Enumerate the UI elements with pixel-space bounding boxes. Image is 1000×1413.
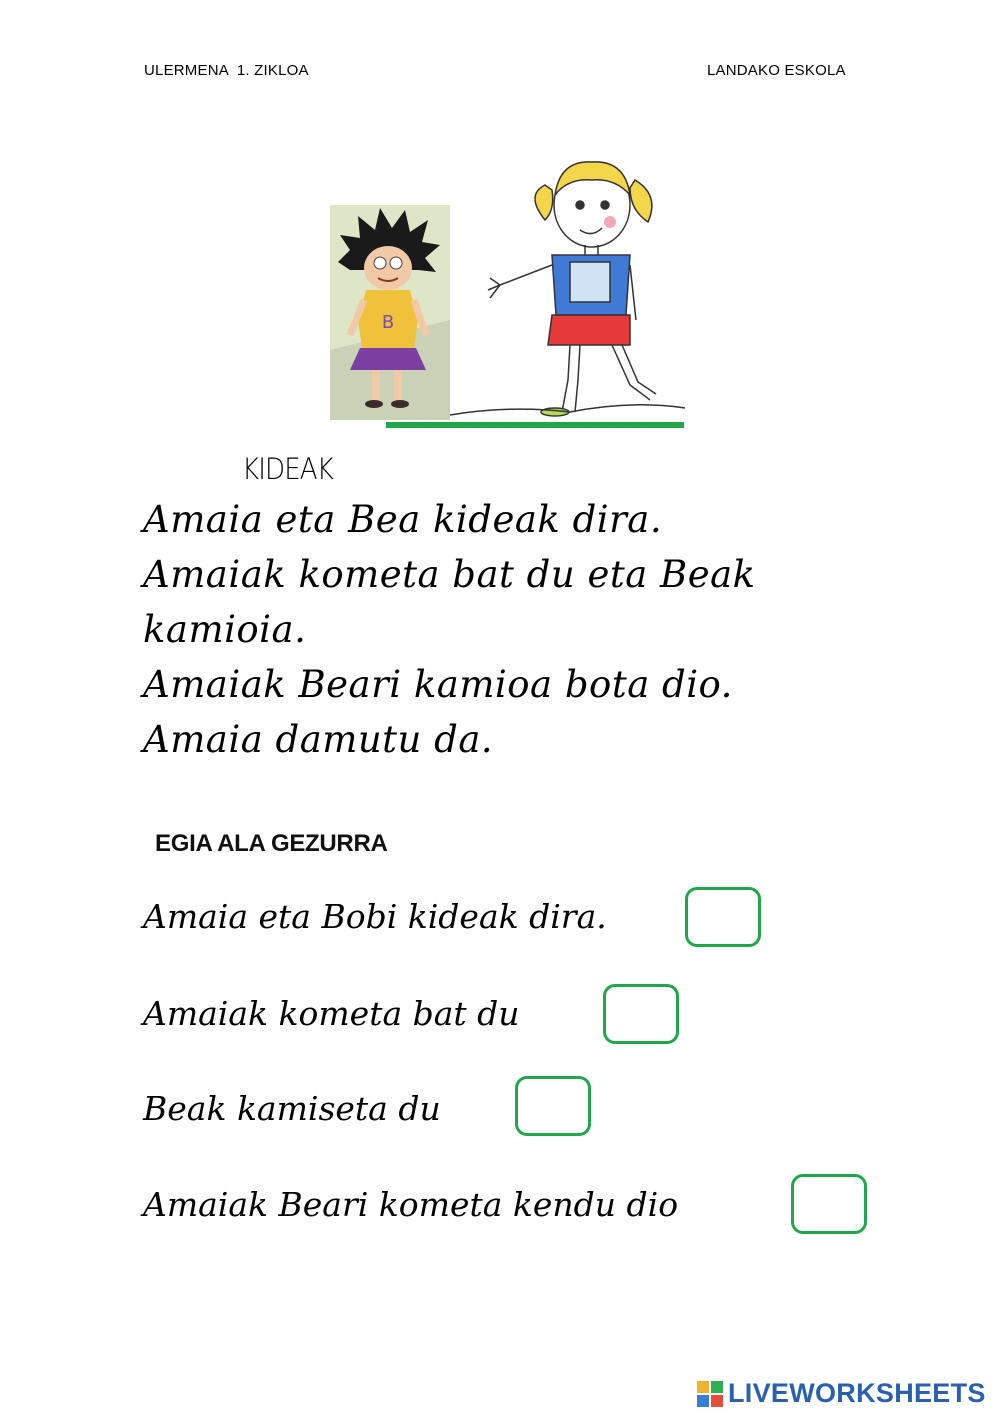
- header-right-text: LANDAKO ESKOLA: [707, 62, 846, 79]
- brand-text: LIVEWORKSHEETS: [728, 1378, 986, 1408]
- girl-amaia-drawing: [450, 162, 685, 416]
- liveworksheets-logo: [697, 1378, 986, 1409]
- story-illustration: [330, 150, 690, 435]
- svg-text:B: B: [381, 312, 395, 333]
- answer-box-4[interactable]: [791, 1174, 867, 1234]
- story-line-5: Amaia damutu da.: [143, 718, 494, 761]
- story-line-1: Amaia eta Bea kideak dira.: [143, 498, 663, 541]
- ground-line: [386, 422, 684, 428]
- question-3-text: Beak kamiseta du: [143, 1089, 441, 1128]
- question-2-text: Amaiak kometa bat du: [143, 994, 520, 1033]
- logo-squares-icon: [697, 1381, 723, 1407]
- header-left-text: ULERMENA 1. ZIKLOA: [144, 62, 309, 79]
- question-4-text: Amaiak Beari kometa kendu dio: [143, 1185, 679, 1224]
- answer-box-3[interactable]: [515, 1076, 591, 1136]
- story-line-3: kamioia.: [143, 608, 307, 651]
- question-1-text: Amaia eta Bobi kideak dira.: [143, 897, 607, 936]
- answer-box-1[interactable]: [685, 887, 761, 947]
- story-line-4: Amaiak Beari kamioa bota dio.: [143, 663, 733, 706]
- girl-bea-image: [330, 205, 450, 420]
- story-line-2: Amaiak kometa bat du eta Beak: [143, 553, 756, 596]
- story-title: KIDEAK: [242, 452, 333, 486]
- quiz-title: EGIA ALA GEZURRA: [155, 830, 388, 857]
- answer-box-2[interactable]: [603, 984, 679, 1044]
